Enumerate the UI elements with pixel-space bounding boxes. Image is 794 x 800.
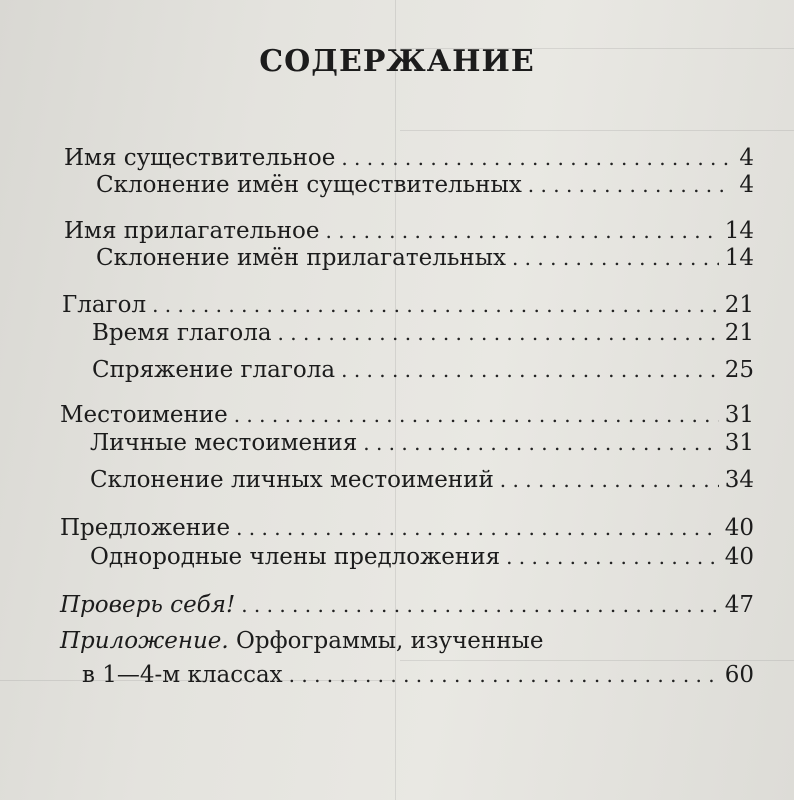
toc-entry-page: 60 — [724, 662, 754, 688]
toc-entry-page: 4 — [739, 145, 754, 171]
toc-entry[interactable] — [64, 218, 754, 248]
leader-dots — [528, 173, 734, 197]
appendix-title: Орфограммы, изученные — [236, 628, 544, 654]
leader-dots — [506, 545, 719, 569]
toc-entry-page: 31 — [724, 430, 754, 456]
toc-entry-page: 21 — [724, 320, 754, 346]
leader-dots — [326, 219, 719, 243]
toc-entry-page: 4 — [739, 172, 754, 198]
leader-dots — [236, 516, 719, 540]
toc-entry-label: Проверь себя! — [60, 592, 236, 618]
toc-entry-page: 21 — [724, 292, 754, 318]
leader-dots — [241, 593, 719, 617]
toc-entry-label — [60, 628, 543, 654]
toc-entry-page: 14 — [724, 245, 754, 271]
toc-entry-label: Местоимение — [60, 402, 228, 428]
toc-entry[interactable] — [64, 145, 754, 175]
toc-entry-page: 47 — [724, 592, 754, 618]
toc-entry-page: 40 — [724, 544, 754, 570]
leader-dots — [341, 358, 719, 382]
leader-dots — [500, 468, 719, 492]
toc-entry-page: 40 — [724, 515, 754, 541]
toc-entry-label: Склонение имён прилагательных — [96, 245, 506, 271]
toc-entry[interactable] — [92, 357, 754, 387]
toc-entry-page: 31 — [724, 402, 754, 428]
leader-dots — [341, 146, 733, 170]
leader-dots — [234, 403, 719, 427]
leader-dots — [278, 321, 719, 345]
appendix-prefix: Приложение. — [60, 628, 229, 654]
toc-entry[interactable] — [90, 544, 754, 574]
toc-entry[interactable] — [96, 245, 754, 275]
toc-entry[interactable] — [90, 467, 754, 497]
toc-entry-label: Глагол — [62, 292, 147, 318]
leader-dots — [363, 431, 718, 455]
toc-entry[interactable] — [90, 430, 754, 460]
toc-entry-appendix-continued[interactable] — [82, 662, 754, 692]
toc-entry-label: Имя существительное — [64, 145, 336, 171]
toc-entry[interactable] — [62, 292, 754, 322]
leader-dots — [512, 246, 719, 270]
toc-entry-label: Время глагола — [92, 320, 272, 346]
toc-entry-label: в 1—4-м классах — [82, 662, 283, 688]
toc-entry-label: Имя прилагательное — [64, 218, 320, 244]
toc-entry-label: Личные местоимения — [90, 430, 358, 456]
leader-dots — [152, 293, 719, 317]
leader-dots — [289, 663, 719, 687]
toc-entry-label: Однородные члены предложения — [90, 544, 501, 570]
toc-entry-page: 34 — [724, 467, 754, 493]
toc-entry-page: 25 — [724, 357, 754, 383]
toc-entry-label: Предложение — [60, 515, 231, 541]
page-title: СОДЕРЖАНИЕ — [259, 44, 535, 79]
toc-entry-page: 14 — [724, 218, 754, 244]
toc-entry[interactable] — [96, 172, 754, 202]
toc-entry[interactable] — [60, 402, 754, 432]
toc-entry[interactable] — [60, 592, 754, 622]
toc-entry-label: Склонение личных местоимений — [90, 467, 494, 493]
toc-entry-label: Склонение имён существительных — [96, 172, 522, 198]
toc-entry-appendix[interactable] — [60, 628, 754, 658]
toc-entry-label: Спряжение глагола — [92, 357, 336, 383]
toc-entry[interactable] — [92, 320, 754, 350]
toc-entry[interactable] — [60, 515, 754, 545]
